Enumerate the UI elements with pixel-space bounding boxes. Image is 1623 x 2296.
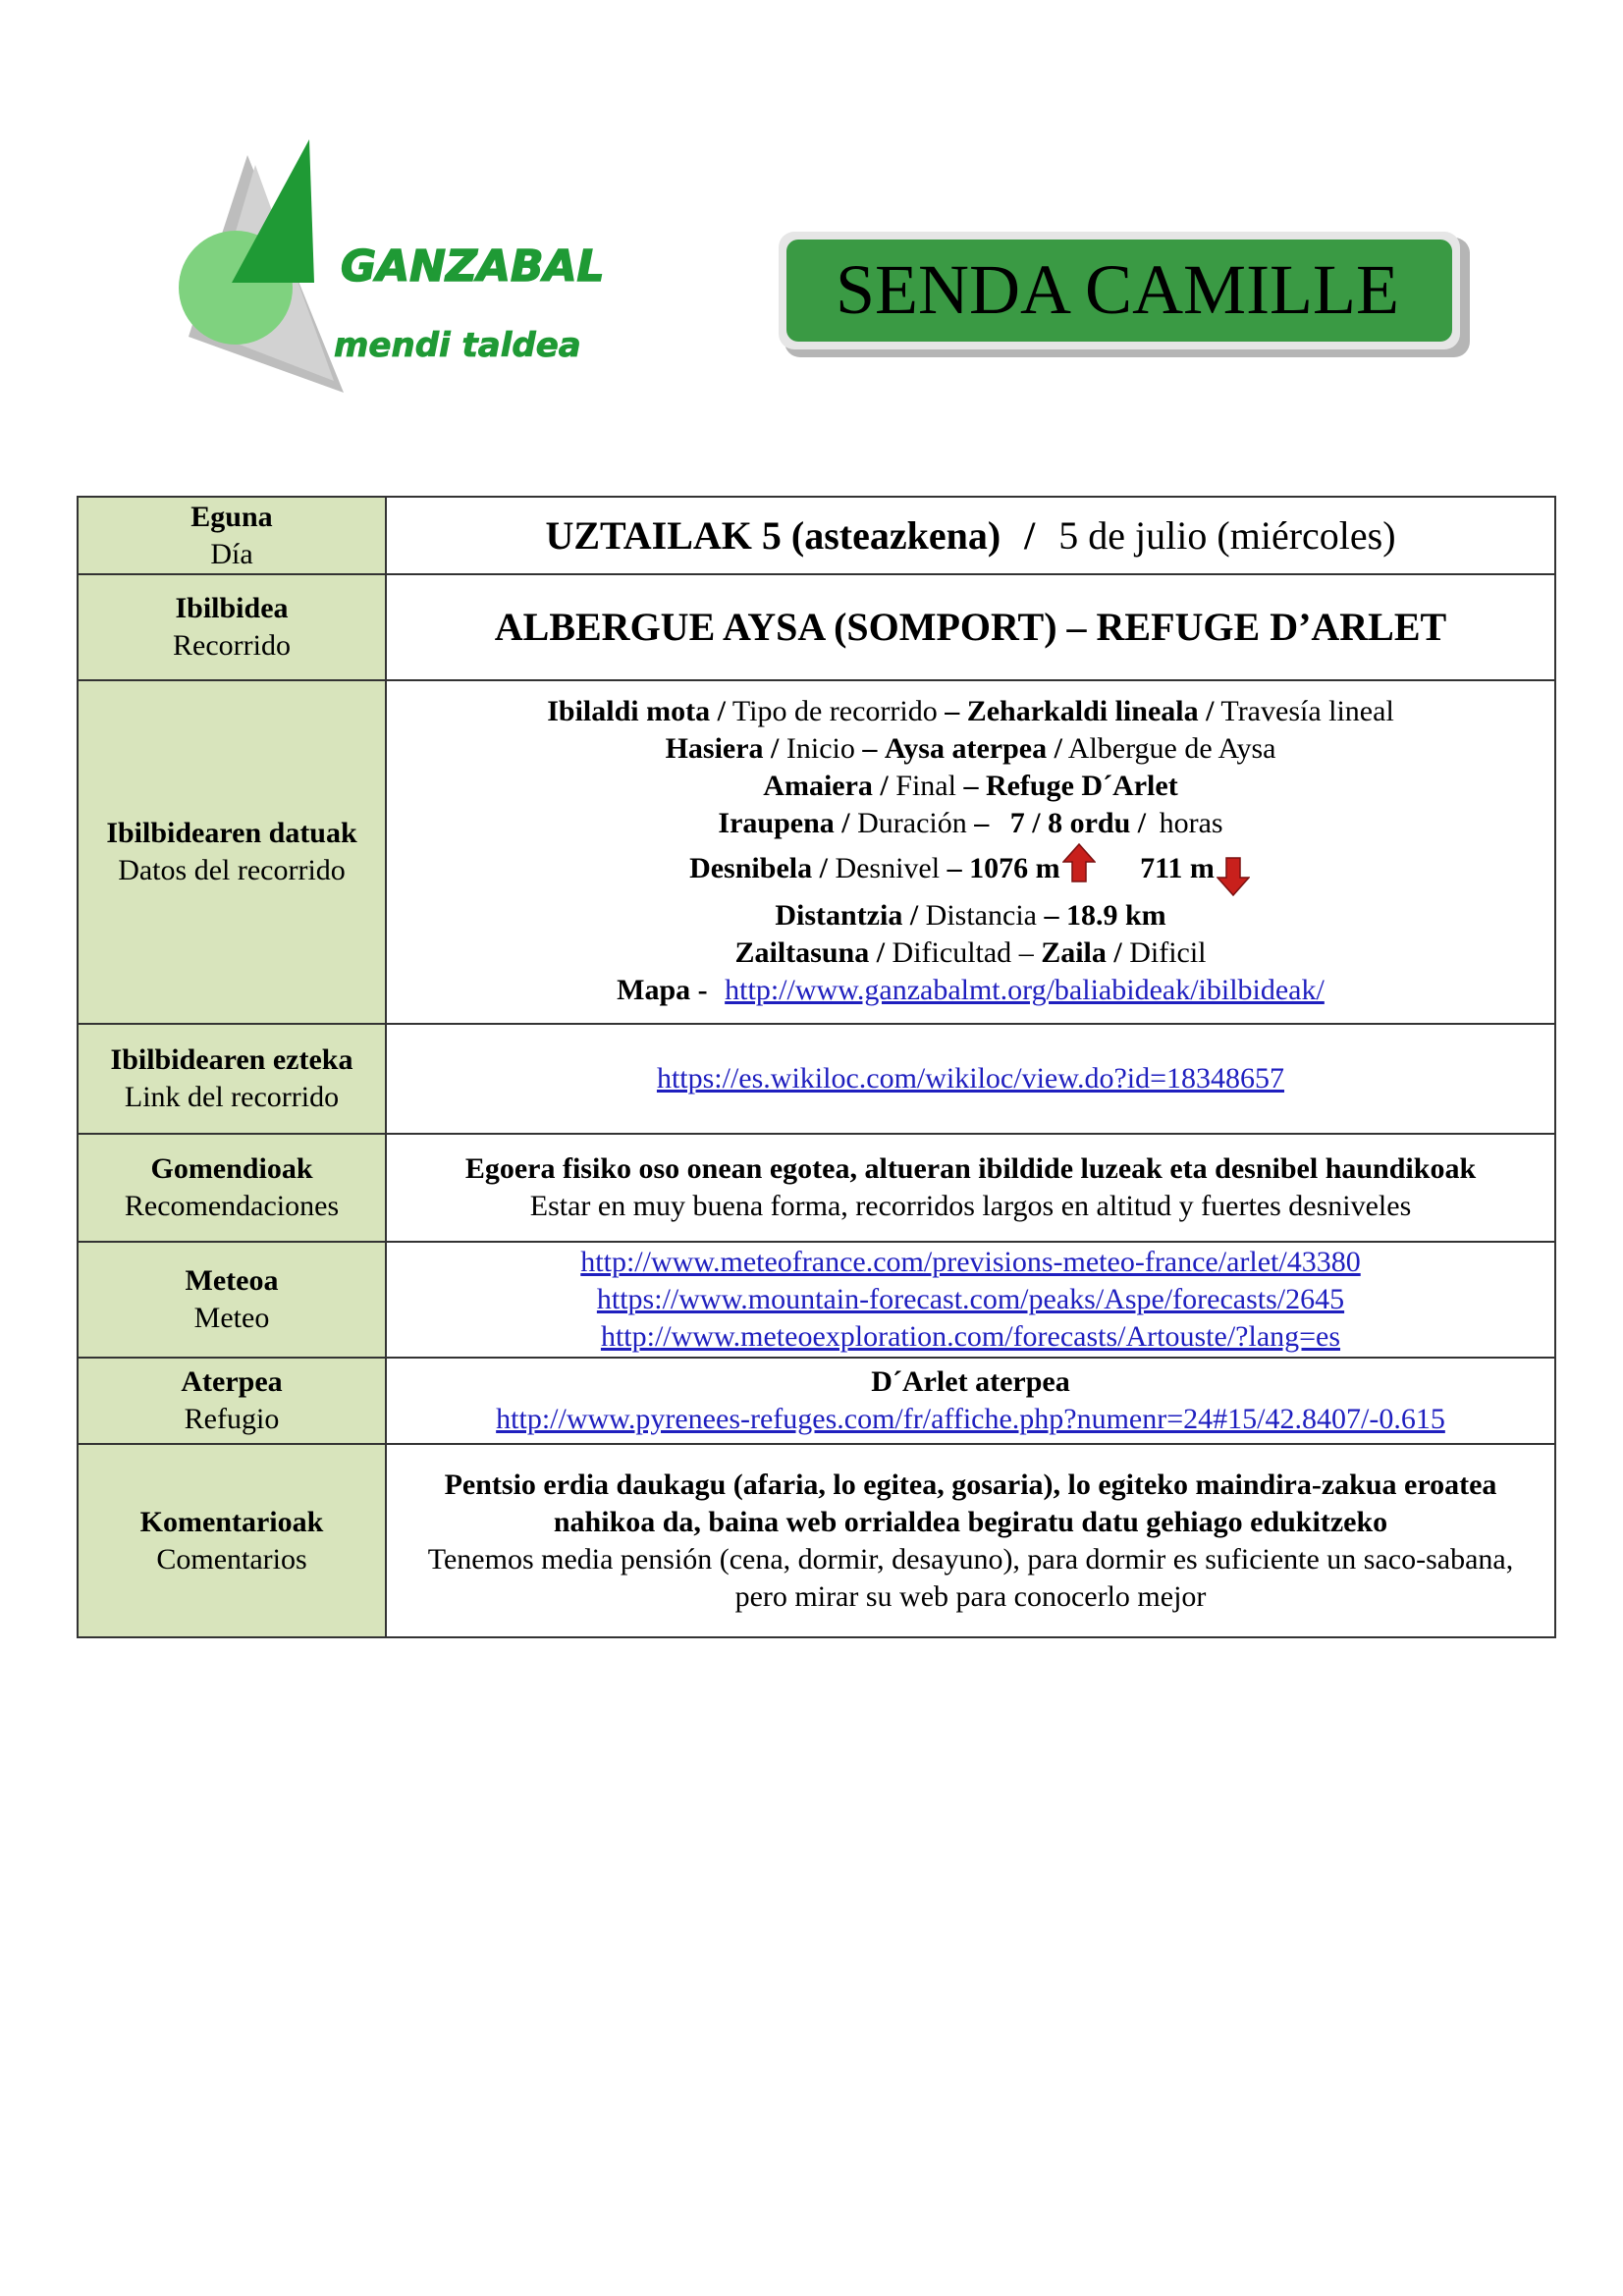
label-cell <box>78 497 386 574</box>
logo-graphic <box>177 135 609 415</box>
data-line-mapa: Mapa - http://www.ganzabalmt.org/baliabideak/ibilbideak/ <box>617 974 1325 1006</box>
date-eu: UZTAILAK 5 (asteazkena) <box>545 512 1001 558</box>
label-cell <box>78 1444 386 1637</box>
meteoexploration-link[interactable]: http://www.meteoexploration.com/forecasts/Artouste/?lang=es <box>600 1320 1341 1353</box>
data-line-desnivel: Desnibela / Desnivel – 1076 m 711 m <box>403 842 1539 897</box>
data-line-final: Amaiera / Final – Refuge D´Arlet <box>763 770 1178 802</box>
descent-value: 711 m <box>1140 852 1215 884</box>
data-line-inicio: Hasiera / Inicio – Aysa aterpea / Albergue de Aysa <box>665 732 1276 765</box>
data-line-distancia: Distantzia / Distancia – 18.9 km <box>775 899 1166 932</box>
label-eu: Eguna <box>190 500 273 533</box>
ascent-value: 1076 m <box>969 852 1060 884</box>
label-eu: Ibilbidearen ezteka <box>110 1043 353 1076</box>
table-row <box>78 1444 1555 1637</box>
label-es: Link del recorrido <box>124 1081 340 1113</box>
date-cell <box>386 497 1555 574</box>
route-name: ALBERGUE AYSA (SOMPORT) – REFUGE D’ARLET <box>494 605 1447 649</box>
label-eu: Aterpea <box>181 1365 283 1398</box>
table-row <box>78 1358 1555 1444</box>
refuge-link[interactable]: http://www.pyrenees-refuges.com/fr/affiche.php?numenr=24#15/42.8407/-0.615 <box>496 1403 1445 1435</box>
weather-cell <box>386 1242 1555 1358</box>
label-es: Meteo <box>193 1302 270 1334</box>
data-line-tipo: Ibilaldi mota / Tipo de recorrido – Zeharkaldi lineala / Travesía lineal <box>547 695 1394 727</box>
route-data-cell <box>386 680 1555 1024</box>
data-line-duracion: Iraupena / Duración – 7 / 8 ordu / horas <box>718 807 1223 839</box>
date-separator: / <box>1024 512 1036 558</box>
label-es: Recomendaciones <box>124 1190 340 1222</box>
label-es: Refugio <box>184 1403 280 1435</box>
route-info-table <box>77 496 1556 1638</box>
date-es: 5 de julio (miércoles) <box>1058 512 1396 558</box>
comments-cell <box>386 1444 1555 1637</box>
label-es: Día <box>210 537 253 570</box>
label-eu: Gomendioak <box>150 1152 313 1185</box>
wikiloc-link[interactable]: https://es.wikiloc.com/wikiloc/view.do?id=18348657 <box>656 1062 1285 1095</box>
comment-es: Tenemos media pensión (cena, dormir, desayuno), para dormir es suficiente un saco-sabana, pero mirar su web para conocerlo mejor <box>427 1542 1514 1613</box>
label-cell <box>78 680 386 1024</box>
logo-subtitle: mendi taldea <box>334 326 581 365</box>
label-eu: Ibilbidearen datuak <box>106 817 357 849</box>
label-cell <box>78 1242 386 1358</box>
ganzabal-logo <box>177 135 609 415</box>
label-es: Datos del recorrido <box>118 854 346 886</box>
table-row <box>78 1242 1555 1358</box>
table-row <box>78 1024 1555 1134</box>
data-line-dificultad: Zailtasuna / Dificultad – Zaila / Dificil <box>734 936 1207 969</box>
meteofrance-link[interactable]: http://www.meteofrance.com/previsions-meteo-france/arlet/43380 <box>580 1246 1361 1278</box>
route-cell <box>386 574 1555 680</box>
label-eu: Meteoa <box>185 1264 279 1297</box>
table-row <box>78 574 1555 680</box>
refuge-name: D´Arlet aterpea <box>871 1365 1070 1398</box>
label-eu: Ibilbidea <box>175 592 289 624</box>
route-link-cell <box>386 1024 1555 1134</box>
mountain-forecast-link[interactable]: https://www.mountain-forecast.com/peaks/Aspe/forecasts/2645 <box>596 1283 1345 1315</box>
label-cell <box>78 1024 386 1134</box>
table-row <box>78 1134 1555 1242</box>
recommendation-es: Estar en muy buena forma, recorridos largos en altitud y fuertes desniveles <box>529 1190 1412 1222</box>
title-badge <box>779 232 1472 359</box>
table-row <box>78 680 1555 1024</box>
recommendations-cell <box>386 1134 1555 1242</box>
arrow-down-icon <box>1217 856 1250 897</box>
table-row <box>78 497 1555 574</box>
map-link[interactable]: http://www.ganzabalmt.org/baliabideak/ibilbideak/ <box>725 974 1325 1006</box>
recommendation-eu: Egoera fisiko oso onean egotea, altueran ibildide luzeak eta desnibel haundikoak <box>464 1152 1477 1185</box>
label-cell <box>78 1358 386 1444</box>
page-title: SENDA CAMILLE <box>836 249 1399 329</box>
label-eu: Komentarioak <box>139 1505 324 1538</box>
label-cell <box>78 1134 386 1242</box>
arrow-up-icon <box>1062 842 1096 883</box>
label-cell <box>78 574 386 680</box>
logo-name: GANZABAL <box>341 241 605 292</box>
refuge-cell <box>386 1358 1555 1444</box>
label-es: Recorrido <box>173 629 291 662</box>
comment-eu: Pentsio erdia daukagu (afaria, lo egitea, gosaria), lo egiteko maindira-zakua eroatea nahikoa da, baina web orrialdea begiratu datu gehiago edukitzeko <box>444 1468 1497 1538</box>
label-es: Comentarios <box>156 1542 307 1575</box>
